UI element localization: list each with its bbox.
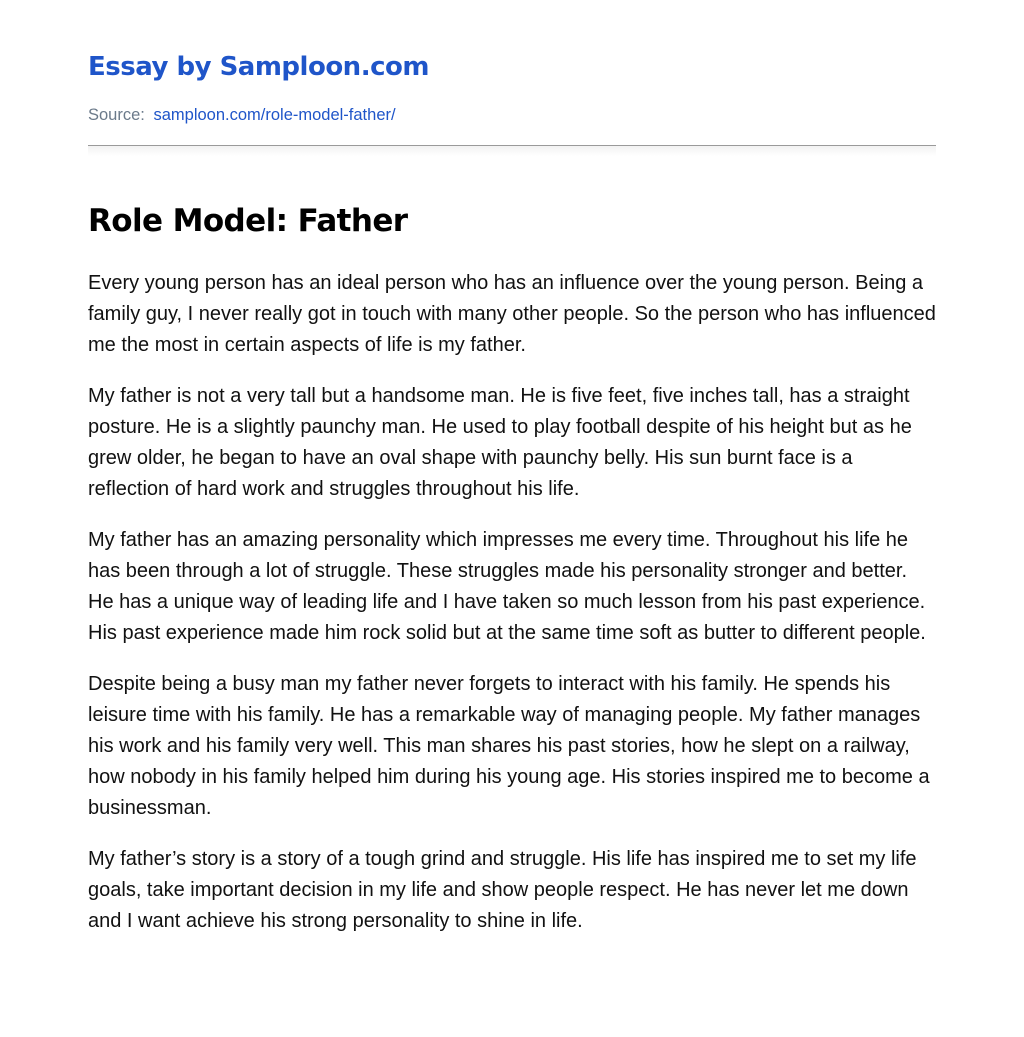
essay-body [88, 268, 936, 957]
source-line [88, 106, 396, 125]
source-label: Source: [88, 106, 145, 124]
essay-title: Role Model: Father [88, 203, 408, 239]
essay-paragraph-1: Every young person has an ideal person who has an influence over the young person. Being a family guy, I never really got in touch with many other people. So the person who has influenced me the most in certain aspects of life is my father. [88, 272, 936, 356]
essay-paragraph-5: My father’s story is a story of a tough grind and struggle. His life has inspired me to set my life goals, take important decision in my life and show people respect. He has never let me down and I want achieve his strong personality to shine in life. [88, 848, 917, 932]
source-link[interactable]: samploon.com/role-model-father/ [153, 106, 396, 124]
site-brand-title[interactable]: Essay by Samploon.com [88, 52, 429, 82]
header-divider-shadow [88, 146, 936, 156]
essay-paragraph-4: Despite being a busy man my father never forgets to interact with his family. He spends his leisure time with his family. He has a remarkable way of managing people. My father manages his work and his family very well. This man shares his past stories, how he slept on a railway, how nobody in his family helped him during his young age. His stories inspired me to become a businessman. [88, 673, 930, 819]
essay-paragraph-3: My father has an amazing personality which impresses me every time. Throughout his life he has been through a lot of struggle. These struggles made his personality stronger and better. He has a unique way of leading life and I have taken so much lesson from his past experience. His past experience made him rock solid but at the same time soft as butter to different people. [88, 529, 926, 644]
essay-paragraph-2: My father is not a very tall but a handsome man. He is five feet, five inches tall, has a straight posture. He is a slightly paunchy man. He used to play football despite of his height but as he grew older, he began to have an oval shape with paunchy belly. His sun burnt face is a reflection of hard work and struggles throughout his life. [88, 385, 912, 500]
